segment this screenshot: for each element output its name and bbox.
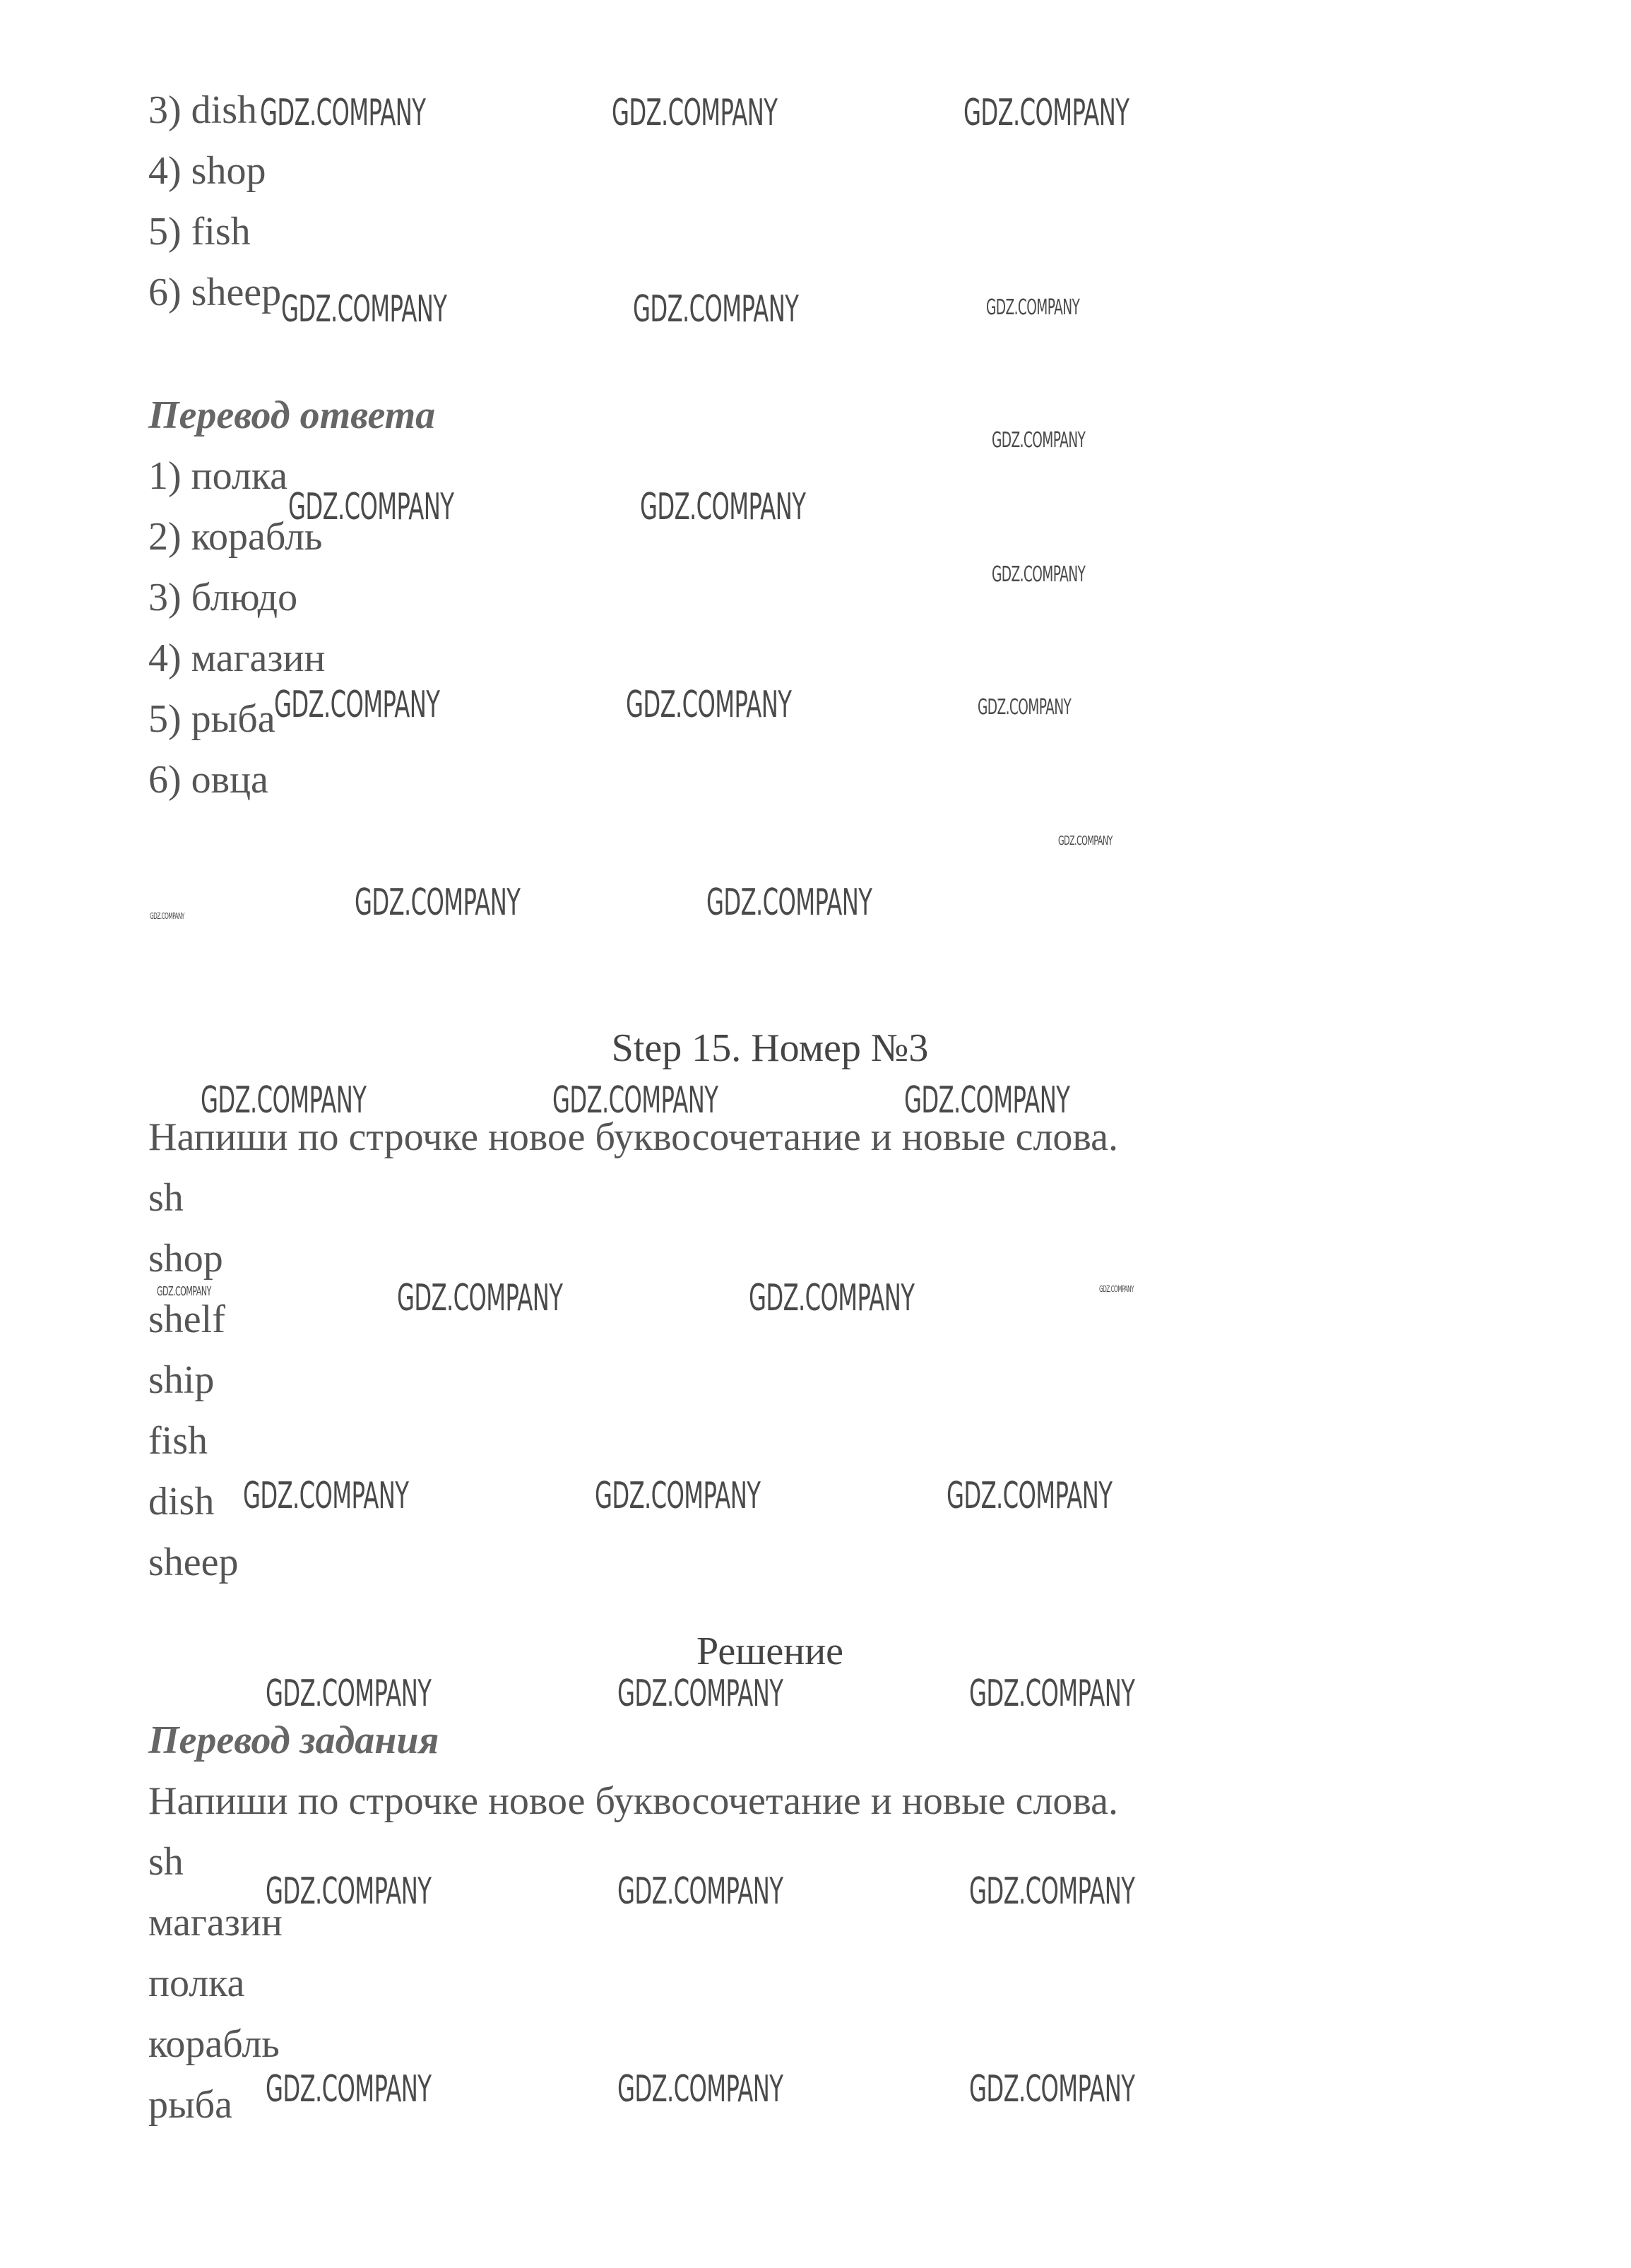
step-title: Step 15. Номер №3 [611, 1026, 929, 1070]
watermark: GDZ.COMPANY [150, 911, 184, 921]
watermark: GDZ.COMPANY [640, 486, 806, 528]
answer-translation-item: 1) полка [148, 454, 288, 498]
watermark: GDZ.COMPANY [978, 695, 1072, 720]
answer-translation-item: 5) рыба [148, 697, 275, 741]
watermark: GDZ.COMPANY [986, 295, 1080, 320]
watermark: GDZ.COMPANY [1058, 833, 1113, 848]
watermark: GDZ.COMPANY [266, 1673, 432, 1715]
watermark: GDZ.COMPANY [552, 1079, 718, 1122]
watermark: GDZ.COMPANY [355, 881, 521, 924]
watermark: GDZ.COMPANY [243, 1475, 409, 1517]
task-translation-heading: Перевод задания [148, 1718, 439, 1762]
watermark: GDZ.COMPANY [617, 2068, 783, 2110]
watermark: GDZ.COMPANY [904, 1079, 1070, 1122]
task-word: sheep [148, 1540, 239, 1584]
task-translation-word: sh [148, 1840, 184, 1884]
translation-heading: Перевод ответа [148, 393, 436, 437]
task-word: shelf [148, 1298, 225, 1341]
watermark: GDZ.COMPANY [397, 1277, 563, 1319]
watermark: GDZ.COMPANY [612, 92, 778, 134]
task-text: Напиши по строчке новое буквосочетание и новые слова. [148, 1115, 1118, 1159]
answer-item: 3) dish [148, 88, 257, 132]
task-translation-word: магазин [148, 1901, 283, 1945]
task-translation-word: корабль [148, 2022, 280, 2066]
task-translation-word: рыба [148, 2083, 232, 2127]
task-word: shop [148, 1237, 223, 1281]
task-word: sh [148, 1176, 184, 1220]
task-word: dish [148, 1480, 215, 1524]
watermark: GDZ.COMPANY [749, 1277, 915, 1319]
answer-translation-item: 2) корабль [148, 515, 323, 559]
answer-translation-item: 3) блюдо [148, 576, 298, 619]
answer-translation-item: 6) овца [148, 758, 268, 802]
watermark: GDZ.COMPANY [266, 1870, 432, 1913]
task-translation-text: Напиши по строчке новое буквосочетание и новые слова. [148, 1779, 1118, 1823]
watermark: GDZ.COMPANY [274, 684, 440, 726]
watermark: GDZ.COMPANY [281, 288, 447, 331]
watermark: GDZ.COMPANY [288, 486, 454, 528]
solution-heading: Решение [696, 1629, 844, 1673]
watermark: GDZ.COMPANY [595, 1475, 761, 1517]
watermark: GDZ.COMPANY [617, 1673, 783, 1715]
answer-item: 5) fish [148, 210, 251, 254]
watermark: GDZ.COMPANY [633, 288, 799, 331]
watermark: GDZ.COMPANY [963, 92, 1129, 134]
watermark: GDZ.COMPANY [992, 562, 1086, 587]
watermark: GDZ.COMPANY [969, 1870, 1135, 1913]
watermark: GDZ.COMPANY [157, 1284, 211, 1299]
watermark: GDZ.COMPANY [626, 684, 792, 726]
watermark: GDZ.COMPANY [260, 92, 426, 134]
watermark: GDZ.COMPANY [617, 1870, 783, 1913]
answer-item: 4) shop [148, 149, 266, 193]
task-translation-word: полка [148, 1961, 245, 2005]
task-word: fish [148, 1419, 208, 1463]
watermark: GDZ.COMPANY [266, 2068, 432, 2110]
watermark: GDZ.COMPANY [969, 1673, 1135, 1715]
watermark: GDZ.COMPANY [1099, 1284, 1134, 1294]
answer-item: 6) sheep [148, 271, 282, 314]
watermark: GDZ.COMPANY [969, 2068, 1135, 2110]
watermark: GDZ.COMPANY [947, 1475, 1113, 1517]
watermark: GDZ.COMPANY [706, 881, 872, 924]
task-word: ship [148, 1358, 215, 1402]
watermark: GDZ.COMPANY [992, 428, 1086, 453]
watermark: GDZ.COMPANY [201, 1079, 367, 1122]
answer-translation-item: 4) магазин [148, 636, 326, 680]
